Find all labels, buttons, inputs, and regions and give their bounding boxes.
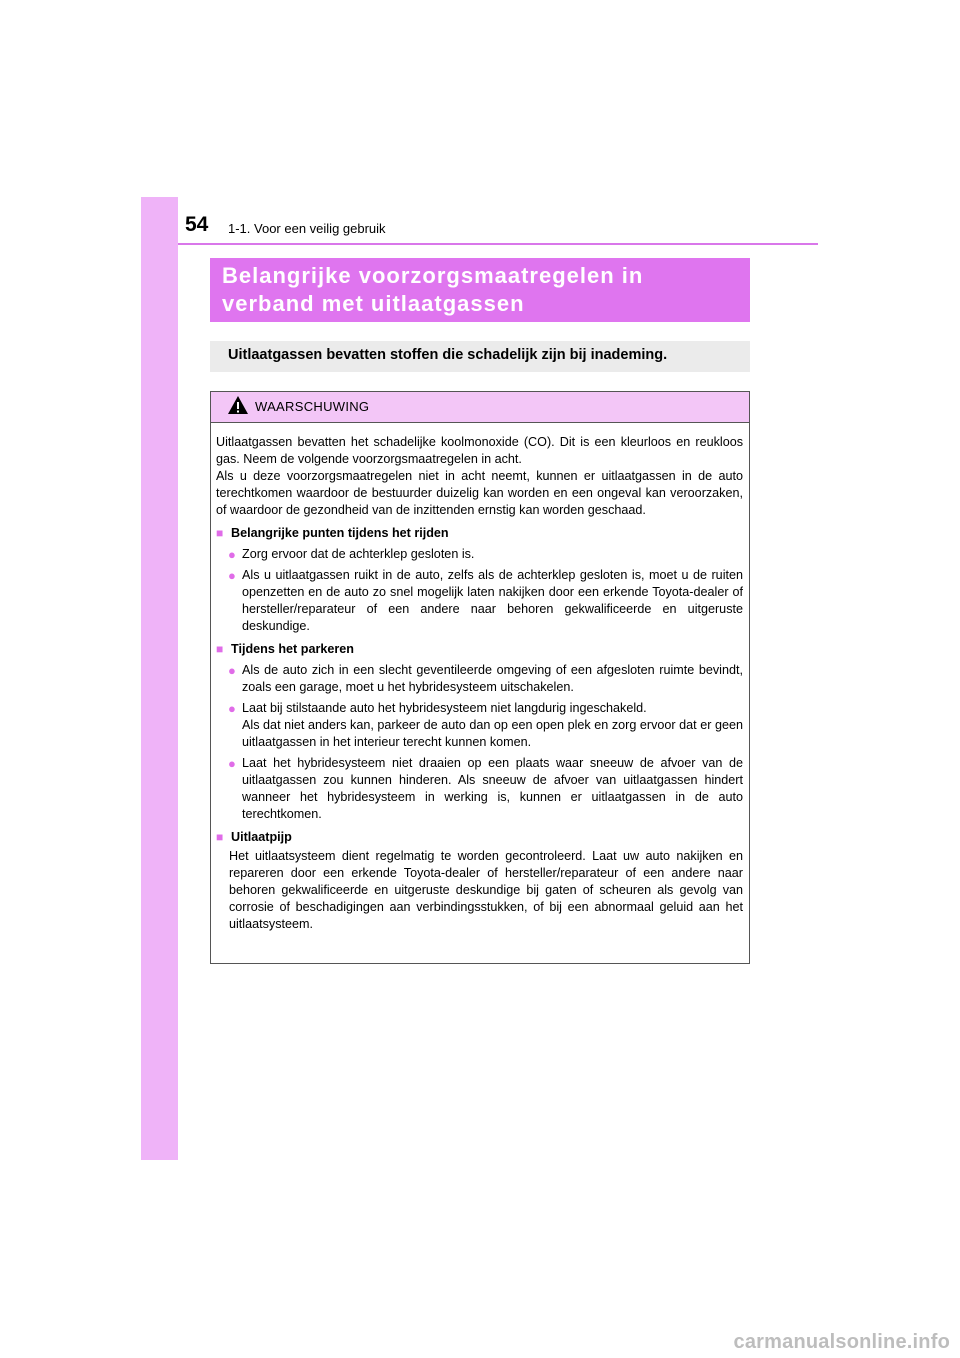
list-item-line-a: Laat bij stilstaande auto het hybridesysteem niet langdurig ingeschakeld. xyxy=(242,701,647,715)
section-reference: 1-1. Voor een veilig gebruik xyxy=(228,221,386,236)
list-item: ● Als de auto zich in een slecht geventileerde omgeving of een afgesloten ruimte bevindt, zoals een garage, moet u het hybridesysteem uitschakelen. xyxy=(228,663,743,694)
round-bullet-icon: ● xyxy=(228,568,236,583)
list-item xyxy=(216,700,743,751)
warning-box xyxy=(210,391,750,964)
warning-header xyxy=(211,392,749,423)
warning-paragraph-2: Als u deze voorzorgsmaatregelen niet in acht neemt, kunnen er uitlaatgassen in de auto terechtkomen waardoor de bestuurder duizelig kan worden en een ongeval kan veroorzaken, of waardoor de gezondheid van de inzittenden ernstig kan worden geschaad. xyxy=(216,469,743,517)
round-bullet-icon: ● xyxy=(228,701,236,716)
page-title xyxy=(210,258,750,322)
list-item-line-b: Als dat niet anders kan, parkeer de auto dan op een open plek en zorg ervoor dat er geen uitlaatgassen in het interieur terecht kunnen komen. xyxy=(242,718,743,749)
list-item: ● Zorg ervoor dat de achterklep gesloten is. xyxy=(228,547,475,562)
section-heading-driving: ■ Belangrijke punten tijdens het rijden xyxy=(216,526,449,540)
round-bullet-icon: ● xyxy=(228,756,236,771)
warning-triangle-icon xyxy=(227,395,249,420)
exhaust-pipe-text: Het uitlaatsysteem dient regelmatig te worden gecontroleerd. Laat uw auto nakijken en repareren door een erkende Toyota-dealer of hersteller/reparateur of een andere naar behoren gekwalificeerde en uitgeruste deskundige bij gaten of scheuren als gevolg van corrosie of beschadigingen aan verbindingsstukken, of bij een abnormaal geluid aan het uitlaatsysteem. xyxy=(229,849,743,931)
warning-label: WAARSCHUWING xyxy=(255,399,370,414)
list-item: ● Als u uitlaatgassen ruikt in de auto, zelfs als de achterklep gesloten is, moet u de ruiten openzetten en de auto zo snel mogelijk laten nakijken door een erkende Toyota-dealer of hersteller/reparateur of een andere naar behoren gekwalificeerde en uitgeruste deskundige. xyxy=(228,568,743,633)
round-bullet-icon: ● xyxy=(228,663,236,678)
watermark: carmanualsonline.info xyxy=(733,1331,950,1353)
section-heading-exhaust-pipe: ■ Uitlaatpijp xyxy=(216,830,292,844)
title-line-1: Belangrijke voorzorgsmaatregelen in xyxy=(222,263,644,288)
section-heading-parking: ■ Tijdens het parkeren xyxy=(216,642,354,656)
title-line-2: verband met uitlaatgassen xyxy=(222,291,525,316)
list-item: ● Laat het hybridesysteem niet draaien op een plaats waar sneeuw de afvoer van de uitlaatgassen zou kunnen hinderen. Als sneeuw de afvoer van uitlaatgassen hindert wanneer het hybridesysteem in werking is, kunnen er uitlaatgassen in de auto terechtkomen. xyxy=(228,756,743,821)
square-bullet-icon: ■ xyxy=(216,526,224,540)
page-number: 54 xyxy=(185,213,209,236)
warning-paragraph-1: Uitlaatgassen bevatten het schadelijke koolmonoxide (CO). Dit is een kleurloos en reukloos gas. Neem de volgende voorzorgsmaatregelen in acht. xyxy=(216,435,743,466)
intro-summary: Uitlaatgassen bevatten stoffen die schadelijk zijn bij inademing. xyxy=(210,341,750,372)
square-bullet-icon: ■ xyxy=(216,830,224,844)
side-tab-strip xyxy=(141,197,178,1160)
header-divider xyxy=(178,243,818,245)
warning-body xyxy=(211,423,749,933)
round-bullet-icon: ● xyxy=(228,547,236,562)
square-bullet-icon: ■ xyxy=(216,642,224,656)
